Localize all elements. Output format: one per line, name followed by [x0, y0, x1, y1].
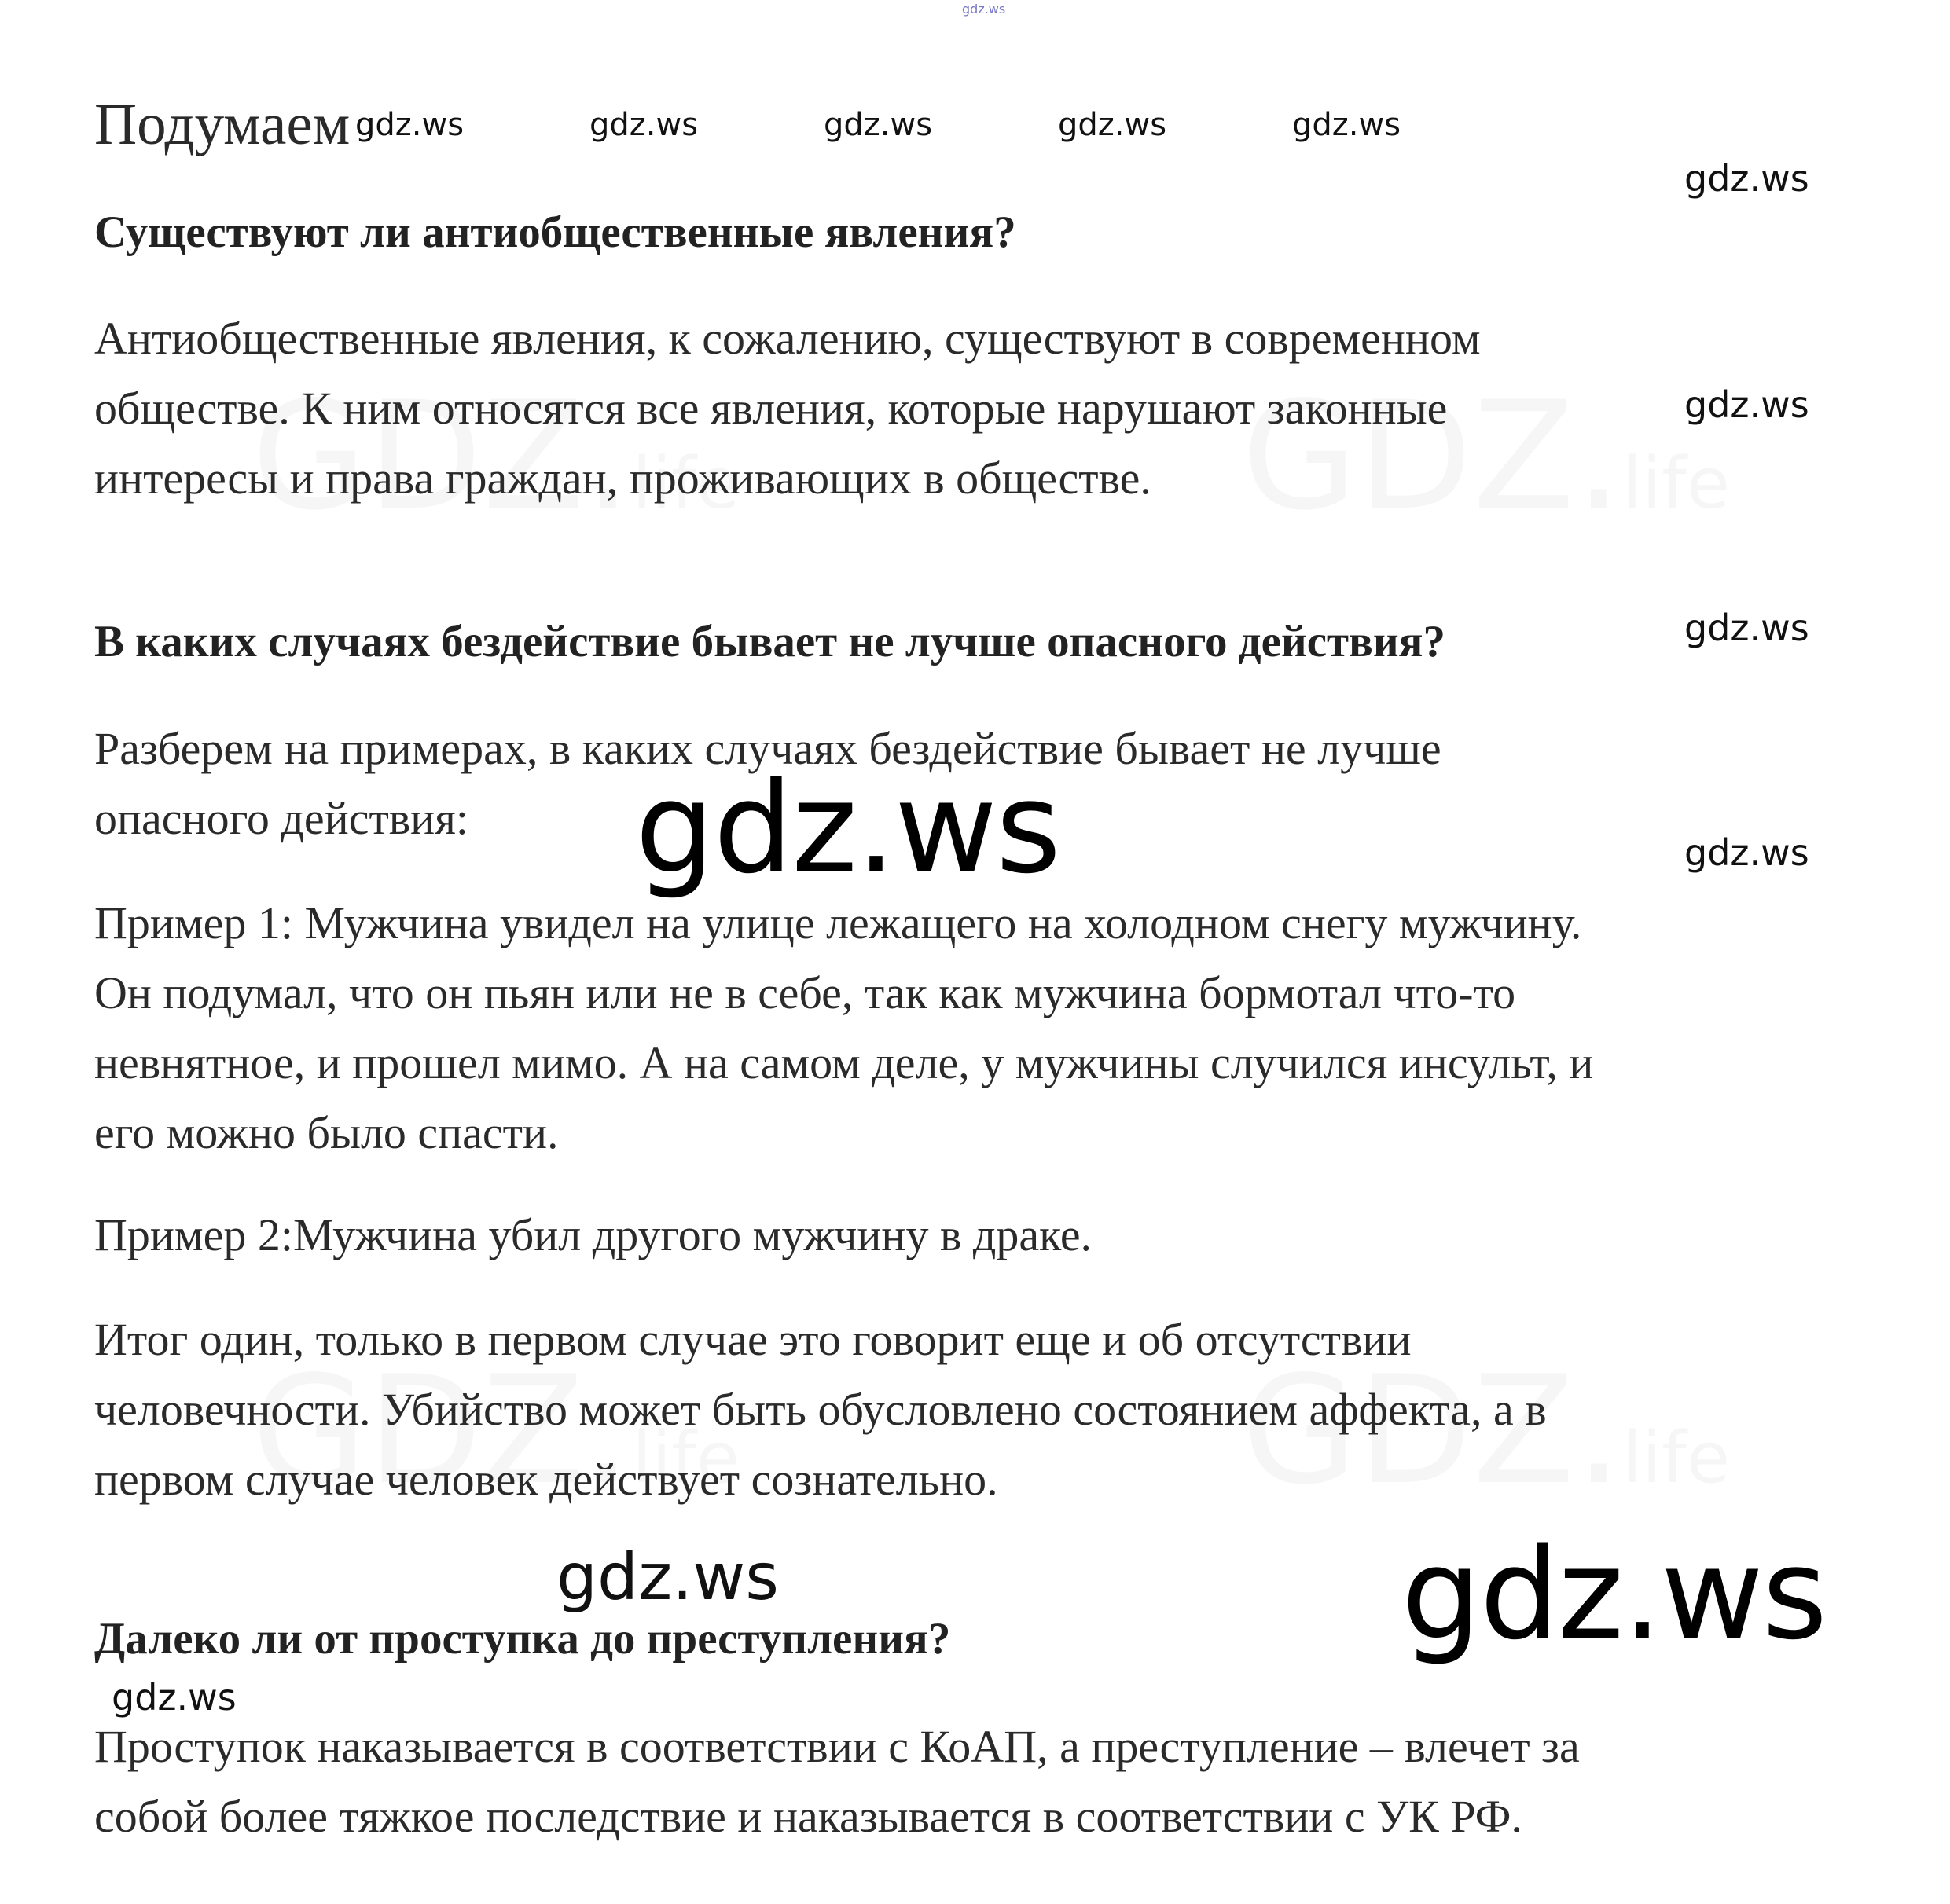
watermark: gdz.ws: [1684, 157, 1809, 200]
watermark: gdz.ws: [112, 1676, 237, 1719]
watermark: gdz.ws: [355, 107, 465, 143]
watermark: gdz.ws: [589, 107, 699, 143]
page-title: Подумаем: [94, 92, 351, 157]
section-3-paragraph: Проступок наказывается в соответствии с КоАП, а преступление – влечет за собой более тяжкое последствие и наказывается в соответствии с УК РФ.: [94, 1721, 1580, 1842]
watermark: gdz.ws: [824, 107, 933, 143]
watermark: gdz.ws: [1058, 107, 1167, 143]
top-watermark: gdz.ws: [962, 2, 1006, 17]
section-1-paragraph: Антиобщественные явления, к сожалению, существуют в современном обществе. К ним относятся все явления, которые нарушают законные интересы и права граждан, проживающих в обществе.: [94, 313, 1481, 504]
watermark: gdz.ws: [1684, 607, 1809, 649]
watermark-large: gdz.ws: [635, 754, 1060, 901]
watermark: gdz.ws: [1684, 383, 1809, 426]
section-2-paragraph-3: Пример 2:Мужчина убил другого мужчину в драке.: [94, 1209, 1093, 1260]
watermark: gdz.ws: [1684, 831, 1809, 874]
section-heading-1: Существуют ли антиобщественные явления?: [94, 207, 1016, 257]
watermark-large: gdz.ws: [1401, 1521, 1827, 1667]
section-2-paragraph-1: Разберем на примерах, в каких случаях бездействие бывает не лучше опасного действия:: [94, 723, 1441, 844]
watermark: gdz.ws: [556, 1540, 779, 1615]
section-heading-3: Далеко ли от проступка до преступления?: [94, 1614, 951, 1664]
watermark: gdz.ws: [1292, 107, 1401, 143]
section-heading-2: В каких случаях бездействие бывает не лучше опасного действия?: [94, 617, 1446, 666]
section-2-paragraph-2: Пример 1: Мужчина увидел на улице лежащего на холодном снегу мужчину. Он подумал, что он пьян или не в себе, так как мужчина бормотал что-то невнятное, и прошел мимо. А на самом деле, у мужчины случился инсульт, и его можно было спасти.: [94, 897, 1594, 1158]
section-2-paragraph-4: Итог один, только в первом случае это говорит еще и об отсутствии человечности. Убийство может быть обусловлено состоянием аффекта, а в первом случае человек действует сознательно.: [94, 1314, 1547, 1505]
